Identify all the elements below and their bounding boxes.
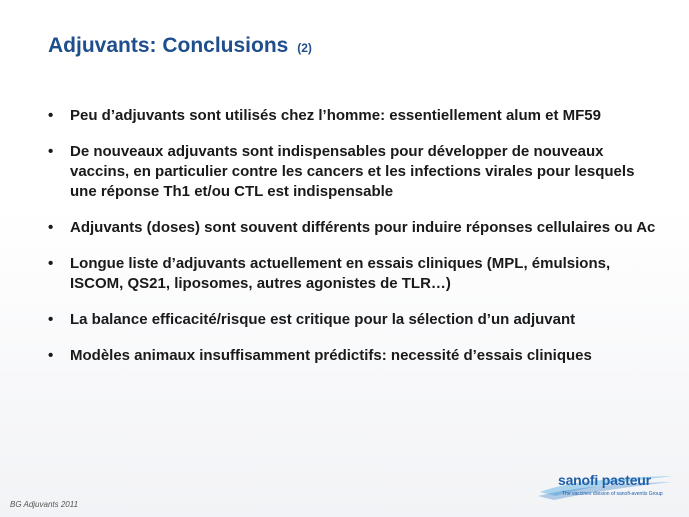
bullet-text: Adjuvants (doses) sont souvent différents pour induire réponses cellulaires ou Ac bbox=[70, 219, 656, 236]
sanofi-pasteur-logo bbox=[536, 470, 676, 504]
bullet-dot: • bbox=[48, 347, 54, 364]
slide-title bbox=[48, 34, 312, 58]
bullet-item bbox=[48, 106, 658, 126]
footer-note: BG Adjuvants 2011 bbox=[10, 500, 79, 509]
bullet-dot: • bbox=[48, 143, 54, 160]
bullet-dot: • bbox=[48, 219, 54, 236]
bullet-item bbox=[48, 142, 658, 202]
bullet-item bbox=[48, 218, 658, 238]
bullet-text: Modèles animaux insuffisamment prédictifs: necessité d’essais cliniques bbox=[70, 347, 592, 364]
logo-brand-text: sanofi pasteur bbox=[558, 472, 651, 488]
bullet-dot: • bbox=[48, 311, 54, 328]
bullet-text: Peu d’adjuvants sont utilisés chez l’homme: essentiellement alum et MF59 bbox=[70, 107, 601, 124]
logo-tagline-text: The vaccines division of sanofi-aventis Group bbox=[562, 491, 663, 497]
bullet-dot: • bbox=[48, 255, 54, 272]
bullet-text: La balance efficacité/risque est critique pour la sélection d’un adjuvant bbox=[70, 311, 576, 328]
bullet-item bbox=[48, 346, 658, 366]
bullet-item bbox=[48, 310, 658, 330]
slide-title-text: Adjuvants: Conclusions bbox=[48, 34, 289, 57]
slide-title-subnumber: (2) bbox=[297, 41, 312, 55]
bullet-text: Longue liste d’adjuvants actuellement en essais cliniques (MPL, émulsions, ISCOM, QS21, liposomes, autres agonistes de TLR…) bbox=[70, 255, 611, 292]
bullet-dot: • bbox=[48, 107, 54, 124]
bullet-text: De nouveaux adjuvants sont indispensables pour développer de nouveaux vaccins, en particulier contre les cancers et les infections virales pour lesquels une réponse Th1 et/ou CTL est indispensable bbox=[70, 143, 635, 200]
bullet-item bbox=[48, 254, 658, 294]
bullet-list bbox=[48, 106, 658, 382]
